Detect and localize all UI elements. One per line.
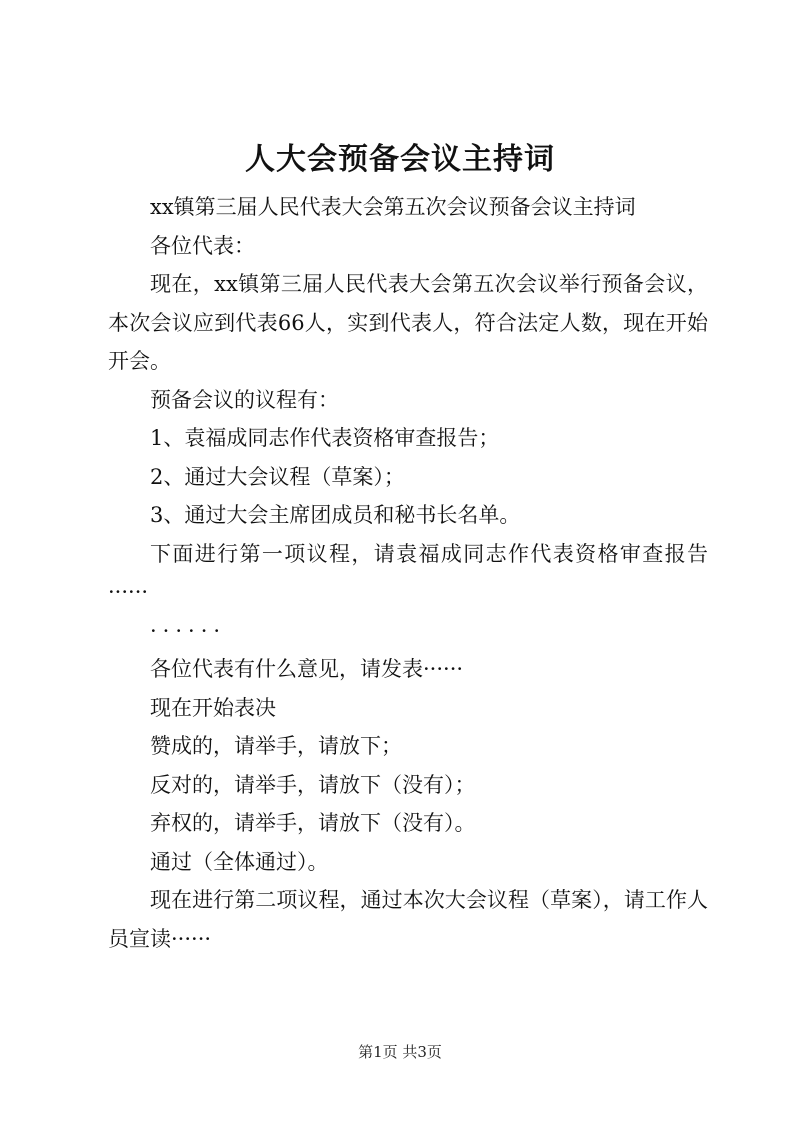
paragraph-greeting: 各位代表： <box>150 233 255 258</box>
paragraph-opening: 现在，xx镇第三届人民代表大会第五次会议举行预备会议，本次会议应到代表66人，实到代表人，符合法定人数，现在开始开会。 <box>108 272 708 373</box>
paragraph-vote-approve: 赞成的，请举手，请放下； <box>150 734 402 758</box>
page-number-footer: 第1页 共3页 <box>358 1043 442 1061</box>
document-title: 人大会预备会议主持词 <box>245 142 555 177</box>
paragraph-subtitle: xx镇第三届人民代表大会第五次会议预备会议主持词 <box>150 195 636 219</box>
paragraph-opinions: 各位代表有什么意见，请发表······ <box>150 657 464 681</box>
paragraph-second-item: 现在进行第二项议程，通过本次大会议程（草案），请工作人员宣读······ <box>108 888 708 951</box>
paragraph-vote-abstain: 弃权的，请举手，请放下（没有）。 <box>150 811 476 835</box>
document-body <box>108 188 708 958</box>
paragraph-agenda-item-2: 2、通过大会议程（草案）； <box>150 464 405 489</box>
paragraph-agenda-item-1: 1、袁福成同志作代表资格审查报告； <box>150 426 500 450</box>
paragraph-first-item: 下面进行第一项议程，请袁福成同志作代表资格审查报告······ <box>108 541 708 604</box>
paragraph-vote-oppose: 反对的，请举手，请放下（没有）； <box>150 772 476 797</box>
paragraph-agenda-item-3: 3、通过大会主席团成员和秘书长名单。 <box>150 503 521 527</box>
paragraph-passed: 通过（全体通过）。 <box>150 849 329 874</box>
paragraph-ellipsis: ······ <box>150 618 227 643</box>
paragraph-agenda-intro: 预备会议的议程有： <box>150 387 339 412</box>
paragraph-vote-start: 现在开始表决 <box>150 695 276 720</box>
